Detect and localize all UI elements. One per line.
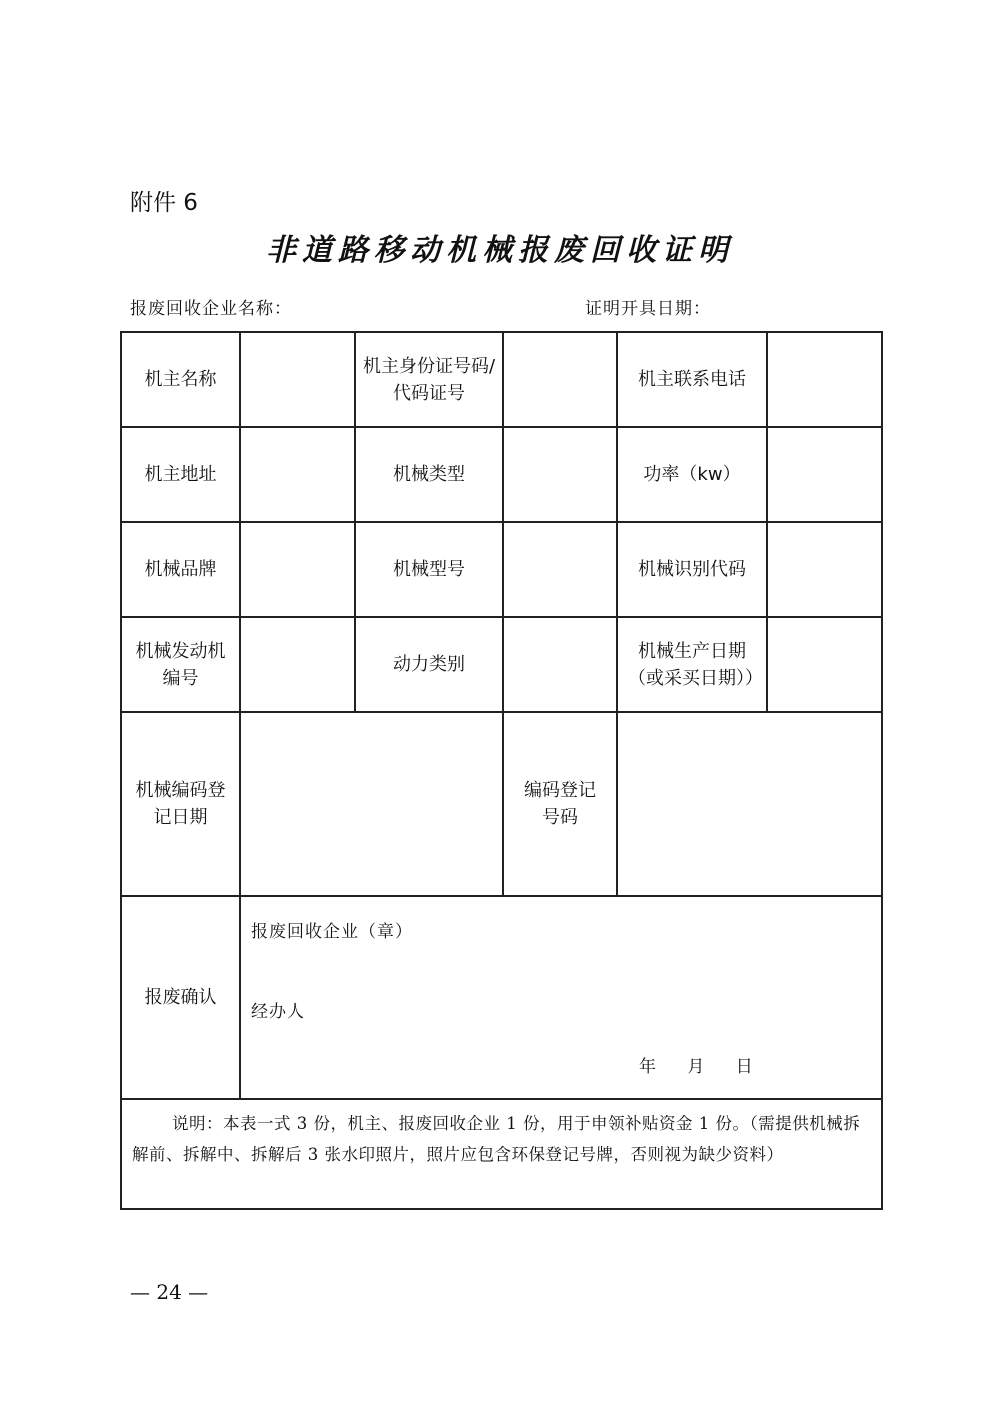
form-note: 说明：本表一式 3 份，机主、报废回收企业 1 份，用于申领补贴资金 1 份。（需提供机械拆解前、拆解中、拆解后 3 张水印照片，照片应包含环保登记号牌，否则视为缺少资料） — [121, 1099, 882, 1209]
engine-number-label: 机械发动机编号 — [121, 617, 240, 712]
production-date-field[interactable] — [767, 617, 882, 712]
form-row — [121, 896, 882, 1099]
machine-id-code-field[interactable] — [767, 522, 882, 617]
machine-model-label: 机械型号 — [355, 522, 503, 617]
document-title: 非道路移动机械报废回收证明 — [266, 233, 734, 268]
owner-id-field[interactable] — [503, 332, 617, 427]
code-registration-number-label: 编码登记号码 — [503, 712, 617, 896]
machine-brand-label: 机械品牌 — [121, 522, 240, 617]
form-row — [121, 522, 882, 617]
machine-type-label: 机械类型 — [355, 427, 503, 522]
form-row — [121, 1099, 882, 1209]
form-row — [121, 617, 882, 712]
code-registration-date-field[interactable] — [240, 712, 503, 896]
machine-id-code-label: 机械识别代码 — [617, 522, 767, 617]
owner-id-label: 机主身份证号码/代码证号 — [355, 332, 503, 427]
recycling-company-seal-label: 报废回收企业（章） — [251, 922, 413, 942]
form-row — [121, 332, 882, 427]
code-registration-number-field[interactable] — [617, 712, 882, 896]
owner-phone-field[interactable] — [767, 332, 882, 427]
owner-name-field[interactable] — [240, 332, 355, 427]
form-row — [121, 712, 882, 896]
machine-brand-field[interactable] — [240, 522, 355, 617]
code-registration-date-label: 机械编码登记日期 — [121, 712, 240, 896]
issue-date-label: 证明开具日期： — [585, 299, 711, 319]
owner-address-field[interactable] — [240, 427, 355, 522]
engine-number-field[interactable] — [240, 617, 355, 712]
owner-name-label: 机主名称 — [121, 332, 240, 427]
power-category-label: 动力类别 — [355, 617, 503, 712]
handler-label: 经办人 — [251, 1002, 305, 1022]
power-label: 功率（kw） — [617, 427, 767, 522]
scrap-confirm-area[interactable] — [240, 896, 882, 1099]
company-name-label: 报废回收企业名称： — [130, 299, 292, 319]
power-category-field[interactable] — [503, 617, 617, 712]
date-line: 年 月 日 — [639, 1057, 753, 1077]
attachment-label: 附件 6 — [130, 190, 198, 216]
owner-address-label: 机主地址 — [121, 427, 240, 522]
page-number: — 24 — — [130, 1280, 209, 1304]
production-date-label: 机械生产日期（或采买日期）） — [617, 617, 767, 712]
power-field[interactable] — [767, 427, 882, 522]
scrap-confirm-label: 报废确认 — [121, 896, 240, 1099]
form-row — [121, 427, 882, 522]
machine-model-field[interactable] — [503, 522, 617, 617]
machine-type-field[interactable] — [503, 427, 617, 522]
owner-phone-label: 机主联系电话 — [617, 332, 767, 427]
scrap-certificate-form — [120, 331, 883, 1210]
